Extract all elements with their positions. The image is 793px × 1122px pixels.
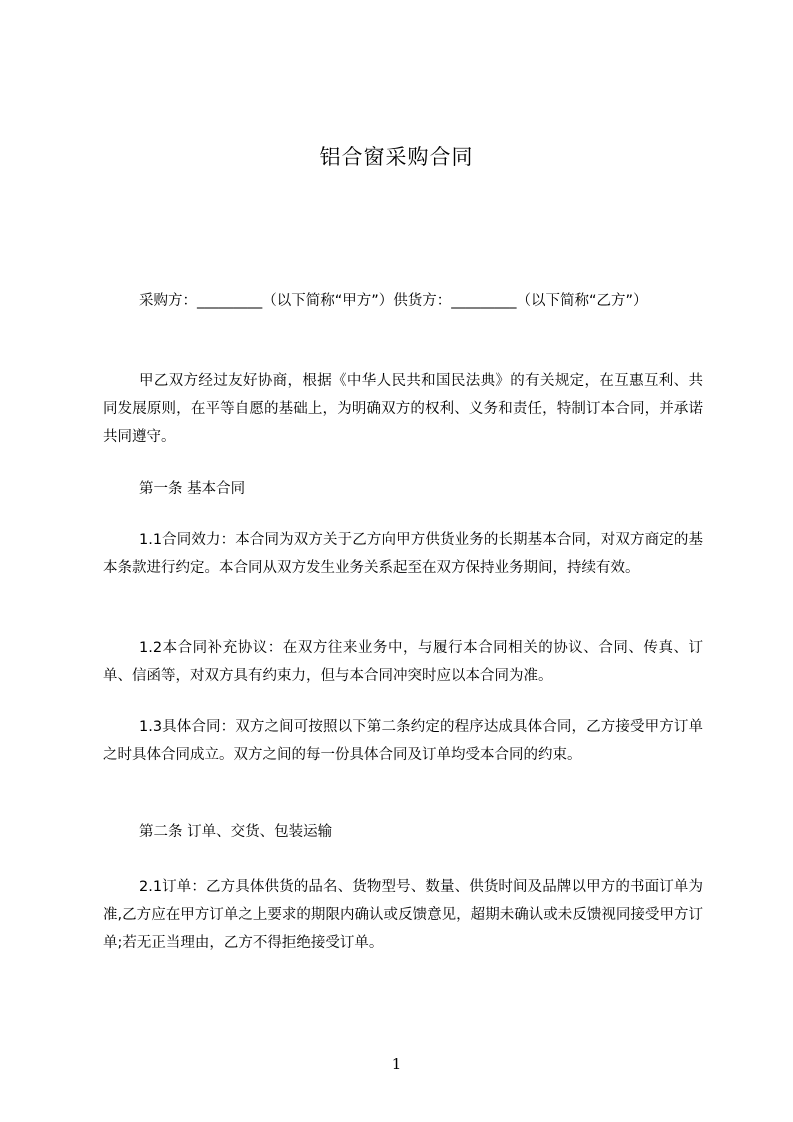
- page-number: 1: [391, 1055, 402, 1073]
- clause-2-1: 2.1订单：乙方具体供货的品名、货物型号、数量、供货时间及品牌以甲方的书面订单为准,乙方应在甲方订单之上要求的期限内确认或反馈意见，超期未确认或未反馈视同接受甲方订单;若无正当理由，乙方不得拒绝接受订单。: [103, 879, 703, 951]
- clause-1-1: 1.1合同效力：本合同为双方关于乙方向甲方供货业务的长期基本合同，对双方商定的基本条款进行约定。本合同从双方发生业务关系起至在双方保持业务期间，持续有效。: [103, 532, 703, 576]
- clause-1-2: 1.2本合同补充协议：在双方往来业务中，与履行本合同相关的协议、合同、传真、订单、信函等，对双方具有约束力，但与本合同冲突时应以本合同为准。: [103, 640, 703, 684]
- article-1-heading: 第一条 基本合同: [139, 481, 246, 497]
- document-title: 铝合窗采购合同: [319, 145, 474, 169]
- preamble-paragraph: 甲乙双方经过友好协商，根据《中华人民共和国民法典》的有关规定，在互惠互利、共同发展原则，在平等自愿的基础上，为明确双方的权利、义务和责任，特制订本合同，并承诺共同遵守。: [103, 373, 703, 445]
- parties-paragraph: 采购方：_________（以下简称“甲方”）供货方：_________（以下简称“乙方”）: [139, 293, 648, 309]
- article-2-heading: 第二条 订单、交货、包装运输: [139, 824, 333, 840]
- clause-1-3: 1.3具体合同：双方之间可按照以下第二条约定的程序达成具体合同，乙方接受甲方订单之时具体合同成立。双方之间的每一份具体合同及订单均受本合同的约束。: [103, 719, 703, 763]
